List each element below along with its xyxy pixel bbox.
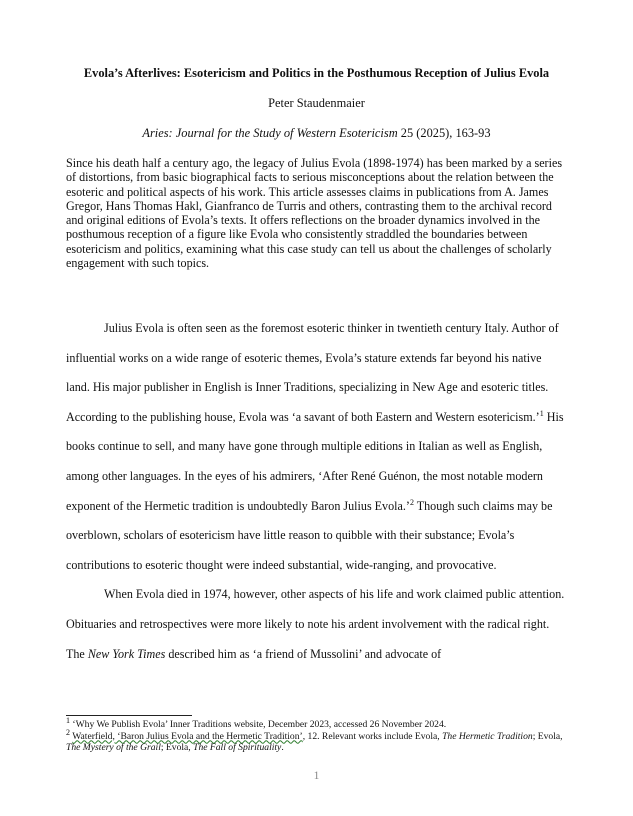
- journal-citation: [0, 126, 633, 141]
- journal-name: Aries: Journal for the Study of Western Esotericism: [142, 126, 398, 140]
- footnote-2-source: Waterfield, ‘Baron Julius Evola and the Hermetic Tradition’: [72, 730, 303, 742]
- footnote-2-work-2: The Mystery of the Grail: [66, 742, 161, 754]
- page-number: 1: [313, 770, 320, 782]
- paragraph-1-part-c: Though such claims may be overblown, scholars of esotericism have little reason to quibble with their substance; Evola’s contributions to esoteric thought were indeed substantial, wide-ranging, and provocative.: [66, 498, 553, 572]
- paragraph-1-part-b: His books continue to sell, and many have gone through multiple editions in Italian as well as English, among other languages. In the eyes of his admirers, ‘After René Guénon, the most notable modern exponent of the Hermetic tradition is undoubtedly Baron Julius Evola.’: [66, 409, 564, 513]
- journal-details: 25 (2025), 163-93: [397, 126, 491, 140]
- footnote-2-work-1: The Hermetic Tradition: [442, 730, 533, 742]
- article-title: Evola’s Afterlives: Esotericism and Politics in the Posthumous Reception of Julius Evola: [83, 66, 550, 80]
- paragraph-2-part-b: described him as ‘a friend of Mussolini’ and advocate of: [165, 646, 442, 661]
- footnote-ref-2[interactable]: 2: [409, 497, 414, 507]
- footnote-1: [66, 715, 568, 731]
- newspaper-title: New York Times: [87, 646, 166, 661]
- footnote-2-work-3: The Fall of Spirituality: [193, 742, 282, 754]
- paragraph-1: [66, 314, 568, 580]
- footnotes: [66, 715, 568, 754]
- footnote-ref-1[interactable]: 1: [539, 408, 544, 418]
- footnote-2-part-b: ; Evola,: [532, 730, 563, 742]
- footnote-2-part-c: ; Evola,: [160, 742, 194, 754]
- footnote-2-marker: 2: [66, 727, 70, 737]
- footnote-2-part-d: .: [281, 742, 284, 754]
- footnote-1-text: ‘Why We Publish Evola’ Inner Traditions website, December 2023, accessed 26 November 2024.: [70, 719, 447, 730]
- author-name: Peter Staudenmaier: [268, 96, 365, 110]
- abstract: Since his death half a century ago, the legacy of Julius Evola (1898-1974) has been marked by a series of distortions, from basic biographical facts to serious misconceptions about the relation between the esoteric and political aspects of his work. This article assesses claims in publications from A. James Gregor, Hans Thomas Hakl, Gianfranco de Turris and others, contrasting them to the archival record and original editions of Evola’s texts. It offers reflections on the broader dynamics involved in the posthumous reception of a figure like Evola who consistently straddled the boundaries between esotericism and politics, examining what this case study can tell us about the challenges of scholarly engagement with such topics.: [66, 156, 563, 271]
- paragraph-1-part-a: Julius Evola is often seen as the foremost esoteric thinker in twentieth century Italy. Author of influential works on a wide range of esoteric themes, Evola’s stature extends far beyond his native land. His major publisher in English is Inner Traditions, specializing in New Age and esoteric titles. According to the publishing house, Evola was ‘a savant of both Eastern and Western esotericism.’: [66, 321, 559, 424]
- paragraph-2-part-a: When Evola died in 1974, however, other aspects of his life and work claimed public attention. Obituaries and retrospectives were more likely to note his ardent involvement with the radical right. The: [66, 587, 565, 661]
- footnote-2: [66, 727, 568, 754]
- paragraph-2: [66, 580, 568, 669]
- body-text: [66, 314, 568, 669]
- footnote-2-part-a: , 12. Relevant works include Evola,: [302, 730, 443, 742]
- footnote-1-marker: 1: [66, 715, 70, 725]
- footnote-separator: [66, 715, 192, 716]
